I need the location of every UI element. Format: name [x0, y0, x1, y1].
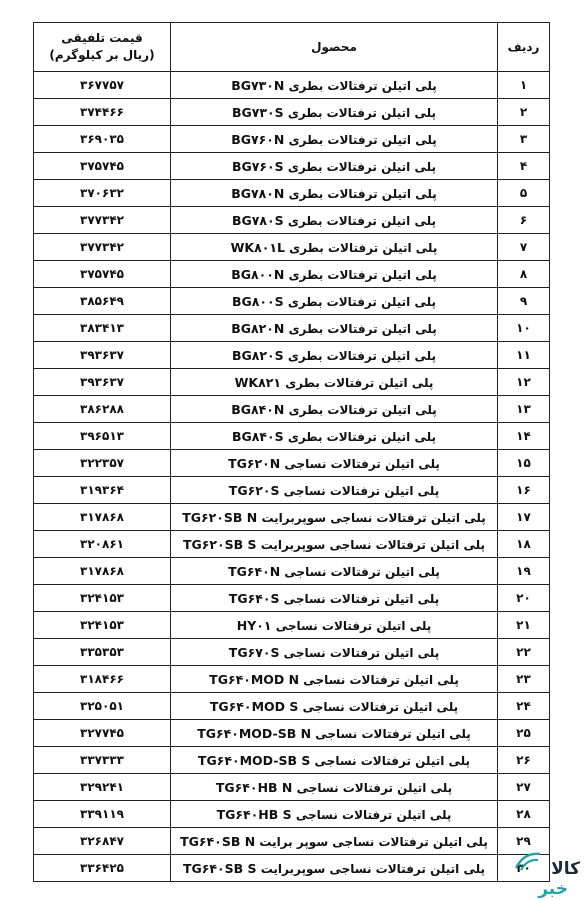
table-row	[34, 423, 550, 450]
row-number: ۱۲	[498, 369, 550, 396]
product-cell	[171, 450, 498, 477]
product-name: پلی اتیلن ترفتالات بطری	[287, 294, 437, 309]
row-number: ۲۲	[498, 639, 550, 666]
product-code: BG۸۴۰S	[231, 428, 284, 444]
product-code: TG۶۴۰MOD S	[209, 698, 299, 714]
table-row	[34, 261, 550, 288]
product-name: پلی اتیلن ترفتالات بطری	[288, 186, 437, 201]
price-cell: ۳۸۶۲۸۸	[34, 396, 171, 423]
product-name: پلی اتیلن ترفتالات نساجی	[283, 591, 440, 606]
product-cell	[171, 288, 498, 315]
row-number: ۸	[498, 261, 550, 288]
price-cell: ۳۱۷۸۶۸	[34, 558, 171, 585]
product-name: پلی اتیلن ترفتالات بطری	[288, 78, 437, 93]
product-cell	[171, 207, 498, 234]
product-code: TG۶۴۰SB N	[180, 833, 256, 849]
product-cell	[171, 477, 498, 504]
row-number: ۲۹	[498, 828, 550, 855]
table-row	[34, 693, 550, 720]
product-name: پلی اتیلن ترفتالات بطری	[288, 402, 437, 417]
product-name: پلی اتیلن ترفتالات نساجی	[303, 672, 459, 687]
product-cell	[171, 531, 498, 558]
table-row	[34, 99, 550, 126]
product-cell	[171, 153, 498, 180]
row-number: ۱۸	[498, 531, 550, 558]
price-cell: ۳۹۳۶۳۷	[34, 342, 171, 369]
row-number: ۹	[498, 288, 550, 315]
product-code: TG۶۴۰MOD-SB N	[197, 725, 312, 741]
product-cell	[171, 504, 498, 531]
price-cell: ۳۷۵۷۴۵	[34, 261, 171, 288]
product-name: پلی اتیلن ترفتالات بطری	[288, 267, 437, 282]
product-cell	[171, 396, 498, 423]
product-name: پلی اتیلن ترفتالات بطری	[287, 105, 437, 120]
row-number: ۱۴	[498, 423, 550, 450]
row-number: ۷	[498, 234, 550, 261]
product-cell	[171, 558, 498, 585]
table-row	[34, 72, 550, 99]
product-name: پلی اتیلن ترفتالات بطری	[288, 321, 437, 336]
price-cell: ۳۱۸۴۶۶	[34, 666, 171, 693]
product-code: BG۸۲۰N	[231, 320, 285, 336]
product-name: پلی اتیلن ترفتالات نساجی سوپربرایت	[260, 861, 486, 876]
table-row	[34, 639, 550, 666]
price-cell: ۳۳۶۴۲۵	[34, 855, 171, 882]
product-code: TG۶۴۰MOD N	[209, 671, 300, 687]
price-cell: ۳۱۷۸۶۸	[34, 504, 171, 531]
price-cell: ۳۲۵۰۵۱	[34, 693, 171, 720]
product-name: پلی اتیلن ترفتالات نساجی	[283, 483, 440, 498]
price-cell: ۳۲۹۲۴۱	[34, 774, 171, 801]
price-cell: ۳۲۴۱۵۳	[34, 585, 171, 612]
price-cell: ۳۷۷۳۴۲	[34, 207, 171, 234]
product-name: پلی اتیلن ترفتالات نساجی	[296, 780, 453, 795]
table-header-row	[34, 23, 550, 72]
price-cell: ۳۲۶۸۴۷	[34, 828, 171, 855]
product-cell	[171, 612, 498, 639]
product-cell	[171, 693, 498, 720]
price-cell: ۳۲۴۱۵۳	[34, 612, 171, 639]
product-code: BG۷۳۰N	[231, 77, 285, 93]
price-cell: ۳۸۵۶۴۹	[34, 288, 171, 315]
product-cell	[171, 774, 498, 801]
price-cell: ۳۲۷۷۴۵	[34, 720, 171, 747]
row-number: ۲۳	[498, 666, 550, 693]
product-name: پلی اتیلن ترفتالات نساجی	[284, 564, 440, 579]
row-number: ۵	[498, 180, 550, 207]
table-row	[34, 315, 550, 342]
product-name: پلی اتیلن ترفتالات نساجی	[314, 753, 471, 768]
price-cell: ۳۳۹۱۱۹	[34, 801, 171, 828]
table-row	[34, 585, 550, 612]
logo-text-top: کالا	[551, 859, 580, 879]
table-row	[34, 666, 550, 693]
product-code: BG۷۸۰N	[231, 185, 285, 201]
table-row	[34, 180, 550, 207]
price-cell: ۳۳۷۳۳۳	[34, 747, 171, 774]
product-cell	[171, 585, 498, 612]
price-table	[33, 22, 550, 882]
table-row	[34, 126, 550, 153]
product-cell	[171, 342, 498, 369]
table-row	[34, 720, 550, 747]
table-row	[34, 828, 550, 855]
table-row	[34, 234, 550, 261]
product-cell	[171, 180, 498, 207]
row-number: ۱۹	[498, 558, 550, 585]
table-row	[34, 531, 550, 558]
product-code: TG۶۴۰HB N	[215, 779, 293, 795]
price-cell: ۳۷۰۶۳۲	[34, 180, 171, 207]
product-cell	[171, 720, 498, 747]
product-cell	[171, 369, 498, 396]
product-cell	[171, 315, 498, 342]
price-cell: ۳۹۳۶۳۷	[34, 369, 171, 396]
product-cell	[171, 126, 498, 153]
table-row	[34, 612, 550, 639]
product-name: پلی اتیلن ترفتالات بطری	[287, 213, 437, 228]
product-code: BG۷۳۰S	[231, 104, 284, 120]
product-code: BG۷۸۰S	[231, 212, 284, 228]
product-name: پلی اتیلن ترفتالات بطری	[289, 240, 438, 255]
product-code: BG۷۶۰N	[231, 131, 285, 147]
row-number: ۱۰	[498, 315, 550, 342]
row-number: ۱۶	[498, 477, 550, 504]
table-row	[34, 342, 550, 369]
row-number: ۱۷	[498, 504, 550, 531]
product-code: TG۶۲۰N	[228, 455, 281, 471]
row-number: ۲۵	[498, 720, 550, 747]
product-name: پلی اتیلن ترفتالات بطری	[287, 348, 437, 363]
product-name: پلی اتیلن ترفتالات نساجی سوپربرایت	[261, 510, 486, 525]
table-row	[34, 369, 550, 396]
product-name: پلی اتیلن ترفتالات بطری	[287, 159, 437, 174]
row-number: ۱	[498, 72, 550, 99]
price-cell: ۳۷۷۳۴۲	[34, 234, 171, 261]
product-code: TG۶۷۰S	[228, 644, 280, 660]
table-row	[34, 504, 550, 531]
product-code: WK۸۰۱L	[230, 239, 285, 255]
row-number: ۴	[498, 153, 550, 180]
product-cell	[171, 639, 498, 666]
price-cell: ۳۱۹۳۶۴	[34, 477, 171, 504]
product-cell	[171, 666, 498, 693]
product-code: BG۸۰۰S	[231, 293, 284, 309]
product-name: پلی اتیلن ترفتالات نساجی سوپربرایت	[260, 537, 486, 552]
product-name: پلی اتیلن ترفتالات بطری	[287, 429, 437, 444]
price-cell: ۳۸۳۴۱۳	[34, 315, 171, 342]
row-number: ۲۱	[498, 612, 550, 639]
row-number: ۱۳	[498, 396, 550, 423]
table-row	[34, 558, 550, 585]
row-number: ۲۶	[498, 747, 550, 774]
row-number: ۲	[498, 99, 550, 126]
price-cell: ۳۲۲۳۵۷	[34, 450, 171, 477]
product-code: BG۷۶۰S	[231, 158, 284, 174]
product-code: TG۶۴۰SB S	[182, 860, 257, 876]
product-name: پلی اتیلن ترفتالات بطری	[288, 132, 437, 147]
row-number: ۲۸	[498, 801, 550, 828]
product-cell	[171, 747, 498, 774]
price-cell: ۳۲۰۸۶۱	[34, 531, 171, 558]
product-code: TG۶۲۰S	[228, 482, 280, 498]
table-row	[34, 477, 550, 504]
price-cell: ۳۷۵۷۴۵	[34, 153, 171, 180]
row-number: ۳	[498, 126, 550, 153]
table-row	[34, 747, 550, 774]
product-code: TG۶۴۰HB S	[216, 806, 292, 822]
product-name: پلی اتیلن ترفتالات نساجی	[283, 645, 440, 660]
row-number: ۱۵	[498, 450, 550, 477]
row-number: ۲۴	[498, 693, 550, 720]
table-row	[34, 801, 550, 828]
product-cell	[171, 234, 498, 261]
product-code: TG۶۴۰S	[228, 590, 280, 606]
row-number: ۲۰	[498, 585, 550, 612]
row-number: ۳۰	[498, 855, 550, 882]
product-code: BG۸۰۰N	[231, 266, 285, 282]
product-cell	[171, 261, 498, 288]
header-price-line1: قیمت تلفیقی	[61, 31, 143, 45]
row-number: ۱۱	[498, 342, 550, 369]
product-cell	[171, 855, 498, 882]
header-row-number: ردیف	[498, 23, 550, 72]
product-cell	[171, 828, 498, 855]
product-cell	[171, 423, 498, 450]
product-cell	[171, 99, 498, 126]
product-cell	[171, 801, 498, 828]
price-cell: ۳۷۴۴۶۶	[34, 99, 171, 126]
product-code: TG۶۲۰SB N	[182, 509, 258, 525]
product-name: پلی اتیلن ترفتالات نساجی	[295, 807, 452, 822]
product-code: TG۶۲۰SB S	[182, 536, 257, 552]
row-number: ۶	[498, 207, 550, 234]
header-price-line2: (ریال بر کیلوگرم)	[49, 48, 155, 62]
product-name: پلی اتیلن ترفتالات نساجی سوپر برایت	[259, 834, 488, 849]
row-number: ۲۷	[498, 774, 550, 801]
product-name: پلی اتیلن ترفتالات نساجی	[284, 456, 440, 471]
price-cell: ۳۶۷۷۵۷	[34, 72, 171, 99]
product-code: TG۶۴۰MOD-SB S	[197, 752, 311, 768]
header-price	[34, 23, 171, 72]
product-code: HY۰۱	[236, 617, 272, 633]
table-row	[34, 774, 550, 801]
logo-text-bottom: خبر	[538, 879, 568, 898]
table-row	[34, 207, 550, 234]
product-name: پلی اتیلن ترفتالات نساجی	[315, 726, 471, 741]
price-cell: ۳۳۵۳۵۳	[34, 639, 171, 666]
table-row	[34, 153, 550, 180]
price-cell: ۳۹۶۵۱۳	[34, 423, 171, 450]
product-cell	[171, 72, 498, 99]
product-name: پلی اتیلن ترفتالات بطری	[285, 375, 434, 390]
product-code: TG۶۴۰N	[228, 563, 281, 579]
kalakhabar-logo	[510, 848, 586, 898]
table-row	[34, 450, 550, 477]
table-row	[34, 288, 550, 315]
product-code: BG۸۴۰N	[231, 401, 285, 417]
table-row	[34, 855, 550, 882]
product-name: پلی اتیلن ترفتالات نساجی	[275, 618, 432, 633]
logo-signal-arc-inner	[521, 860, 538, 870]
price-cell: ۳۶۹۰۳۵	[34, 126, 171, 153]
table-row	[34, 396, 550, 423]
product-code: BG۸۲۰S	[231, 347, 284, 363]
product-name: پلی اتیلن ترفتالات نساجی	[302, 699, 459, 714]
product-code: WK۸۲۱	[234, 374, 281, 390]
header-product: محصول	[171, 23, 498, 72]
